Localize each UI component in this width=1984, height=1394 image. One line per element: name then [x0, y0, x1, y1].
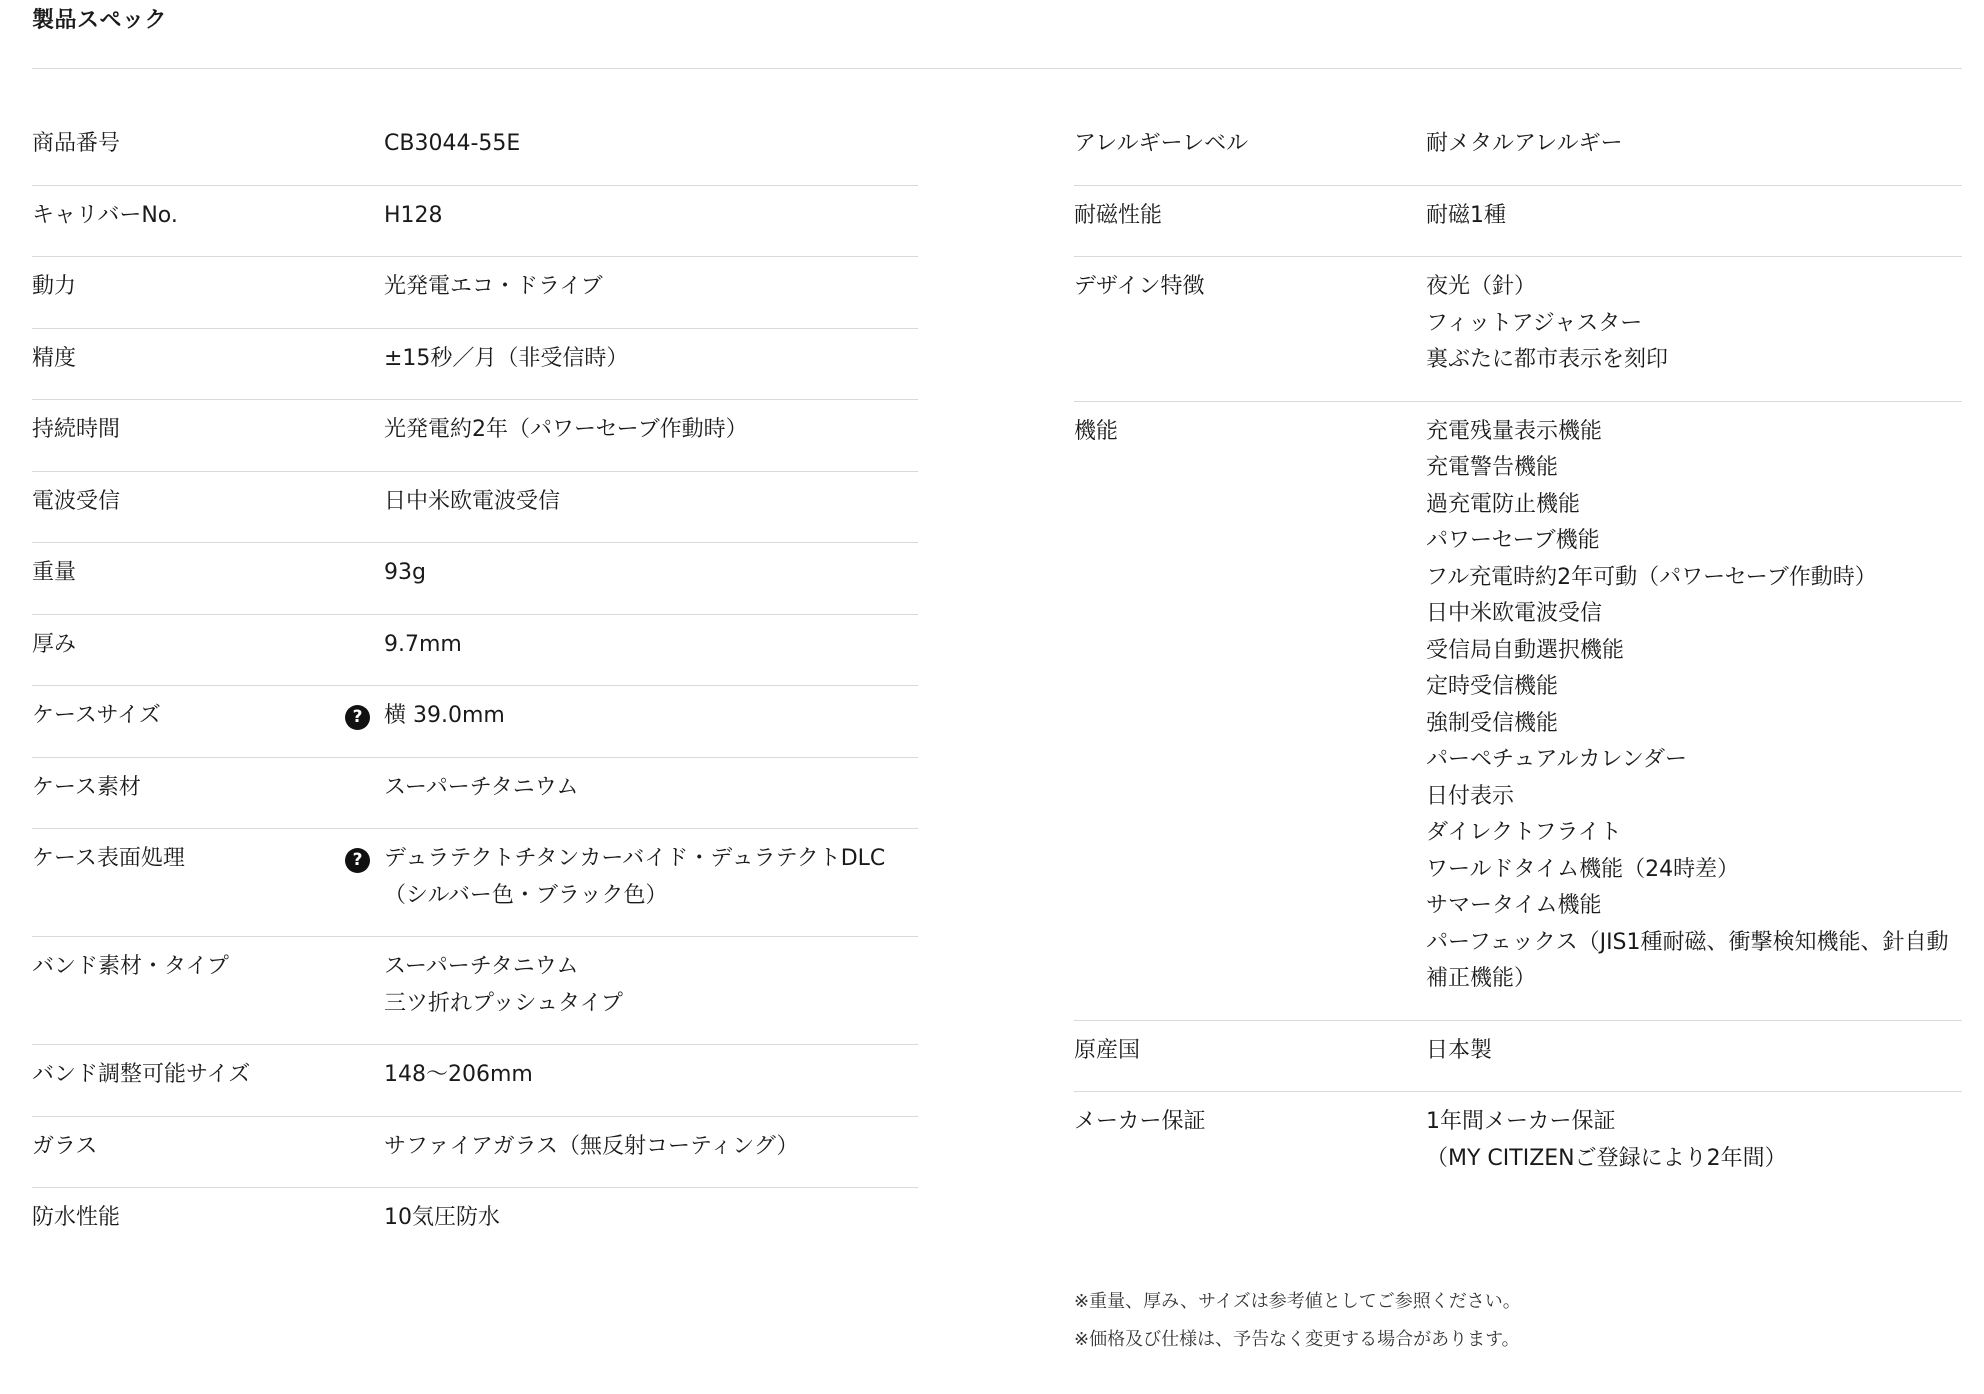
spec-label: ケース表面処理: [32, 846, 185, 871]
spec-value: 耐メタルアレルギー: [1426, 131, 1623, 156]
spec-value-cell: [384, 484, 918, 521]
spec-label: 精度: [32, 345, 77, 371]
spec-row: [32, 1045, 918, 1117]
spec-value-cell: [384, 1129, 918, 1166]
spec-value: 耐磁1種: [1426, 202, 1506, 228]
spec-notes: [1074, 1290, 1962, 1366]
spec-label: バンド素材・タイプ: [32, 954, 229, 979]
spec-value: 受信局自動選択機能: [1426, 637, 1625, 663]
spec-value-cell: [1426, 198, 1962, 235]
spec-label: 商品番号: [32, 131, 121, 156]
spec-label-cell: [32, 1057, 384, 1094]
spec-row: [32, 543, 918, 615]
spec-value-cell: [384, 198, 918, 235]
spec-row: [1074, 402, 1962, 1021]
spec-label: メーカー保証: [1074, 1109, 1206, 1134]
spec-value: フル充電時約2年可動（パワーセーブ作動時）: [1426, 564, 1877, 590]
spec-note: ※価格及び仕様は、予告なく変更する場合があります。: [1074, 1329, 1520, 1350]
spec-value-cell: [1426, 269, 1962, 379]
spec-label-cell: [32, 698, 384, 735]
spec-value: 日中米欧電波受信: [384, 488, 561, 514]
spec-row: [32, 758, 918, 830]
spec-value: サファイアガラス（無反射コーティング）: [384, 1133, 799, 1159]
spec-value: ±15秒／月（非受信時）: [384, 345, 629, 371]
spec-label: 電波受信: [32, 488, 121, 514]
spec-row: [32, 257, 918, 329]
spec-label-cell: [1074, 198, 1426, 235]
spec-value-cell: [384, 341, 918, 378]
question-circle-icon[interactable]: ?: [345, 705, 370, 730]
spec-value-cell: [384, 698, 918, 735]
spec-value-cell: [384, 770, 918, 807]
spec-value: 日付表示: [1426, 783, 1515, 809]
spec-value-cell: [384, 269, 918, 306]
spec-label-cell: [32, 627, 384, 664]
spec-row: [32, 686, 918, 758]
spec-value-cell: [1426, 126, 1962, 163]
spec-value-cell: [384, 126, 918, 163]
spec-value: パーペチュアルカレンダー: [1426, 747, 1688, 772]
spec-row: [32, 110, 918, 186]
spec-value: 93g: [384, 560, 426, 585]
spec-row: [32, 1117, 918, 1189]
spec-value-cell: [384, 627, 918, 664]
spec-value: デュラテクトチタンカーバイド・デュラテクトDLC（シルバー色・ブラック色）: [384, 846, 886, 908]
spec-value-cell: [384, 412, 918, 449]
spec-value: 日本製: [1426, 1037, 1493, 1063]
spec-row: [1074, 1092, 1962, 1199]
spec-label: 原産国: [1074, 1037, 1141, 1063]
spec-value: 三ツ折れプッシュタイプ: [384, 990, 623, 1016]
spec-label: アレルギーレベル: [1074, 131, 1249, 156]
spec-row: [32, 1188, 918, 1259]
spec-value-cell: [384, 555, 918, 592]
spec-label-cell: [1074, 1104, 1426, 1141]
spec-label-cell: [32, 198, 384, 235]
spec-row: [1074, 186, 1962, 258]
spec-value: 充電残量表示機能: [1426, 418, 1603, 444]
spec-value: 光発電約2年（パワーセーブ作動時）: [384, 417, 748, 442]
spec-value-cell: [384, 1200, 918, 1237]
spec-row: [32, 329, 918, 401]
spec-row: [32, 186, 918, 258]
spec-value-cell: [384, 949, 918, 1022]
spec-value: 過充電防止機能: [1426, 491, 1581, 517]
spec-value: 光発電エコ・ドライブ: [384, 274, 603, 299]
spec-value: 日中米欧電波受信: [1426, 601, 1603, 626]
spec-value-cell: [384, 1057, 918, 1094]
spec-value: （MY CITIZENご登録により2年間）: [1426, 1145, 1787, 1171]
spec-value: 1年間メーカー保証: [1426, 1109, 1616, 1134]
spec-row: [1074, 257, 1962, 402]
spec-label-cell: [1074, 269, 1426, 306]
spec-label: ケース素材: [32, 774, 141, 800]
spec-value: 148～206mm: [384, 1062, 533, 1087]
question-circle-icon[interactable]: ?: [345, 848, 370, 873]
spec-row: [1074, 1021, 1962, 1093]
title-divider: [32, 68, 1962, 69]
spec-value: 充電警告機能: [1426, 455, 1559, 480]
section-title: 製品スペック: [32, 8, 168, 33]
spec-label-cell: [32, 341, 384, 378]
spec-value: パーフェックス（JIS1種耐磁、衝撃検知機能、針自動補正機能）: [1426, 929, 1949, 991]
spec-label: 厚み: [32, 631, 77, 657]
spec-value-cell: [1426, 1104, 1962, 1177]
spec-label: 重量: [32, 560, 77, 585]
spec-label-cell: [32, 555, 384, 592]
spec-label-cell: [32, 770, 384, 807]
spec-table-left: [32, 110, 918, 1259]
spec-label-cell: [32, 841, 384, 878]
spec-value: 夜光（針）: [1426, 274, 1537, 299]
spec-value-cell: [384, 841, 918, 914]
spec-label-cell: [32, 484, 384, 521]
spec-label: ケースサイズ: [32, 703, 161, 728]
spec-note: ※重量、厚み、サイズは参考値としてご参照ください。: [1074, 1291, 1521, 1312]
spec-label-cell: [32, 126, 384, 163]
spec-value-cell: [1426, 1033, 1962, 1070]
spec-label-cell: [32, 949, 384, 986]
spec-value: H128: [384, 202, 443, 228]
spec-row: [32, 472, 918, 544]
spec-value-cell: [1426, 414, 1962, 998]
spec-row: [32, 937, 918, 1045]
spec-row: [32, 615, 918, 687]
spec-row: [1074, 110, 1962, 186]
spec-label: デザイン特徴: [1074, 274, 1205, 299]
spec-label: キャリバーNo.: [32, 202, 178, 228]
spec-label-cell: [32, 1200, 384, 1237]
spec-label: 動力: [32, 274, 77, 299]
spec-label-cell: [1074, 126, 1426, 163]
spec-row: [32, 400, 918, 472]
spec-value: フィットアジャスター: [1426, 310, 1643, 336]
spec-label-cell: [32, 269, 384, 306]
spec-label-cell: [32, 1129, 384, 1166]
spec-value: パワーセーブ機能: [1426, 528, 1600, 553]
spec-value: ダイレクトフライト: [1426, 820, 1622, 845]
spec-label-cell: [32, 412, 384, 449]
spec-label: 機能: [1074, 418, 1119, 444]
spec-label: バンド調整可能サイズ: [32, 1062, 251, 1087]
spec-value: 裏ぶたに都市表示を刻印: [1426, 347, 1669, 372]
spec-value: ワールドタイム機能（24時差）: [1426, 856, 1740, 882]
spec-value: 9.7mm: [384, 631, 462, 657]
spec-row: [32, 829, 918, 937]
spec-label: 耐磁性能: [1074, 202, 1163, 228]
spec-value: 10気圧防水: [384, 1205, 500, 1230]
spec-value: スーパーチタニウム: [384, 774, 579, 800]
spec-label: 防水性能: [32, 1205, 121, 1230]
spec-value: 横 39.0mm: [384, 703, 505, 728]
spec-value: 定時受信機能: [1426, 674, 1559, 699]
spec-value: サマータイム機能: [1426, 893, 1602, 918]
spec-label: ガラス: [32, 1133, 98, 1159]
spec-label-cell: [1074, 1033, 1426, 1070]
spec-table-right: [1074, 110, 1962, 1199]
spec-value: CB3044-55E: [384, 131, 521, 156]
spec-label: 持続時間: [32, 417, 121, 442]
spec-value: 強制受信機能: [1426, 710, 1559, 736]
spec-label-cell: [1074, 414, 1426, 451]
spec-value: スーパーチタニウム: [384, 954, 579, 979]
